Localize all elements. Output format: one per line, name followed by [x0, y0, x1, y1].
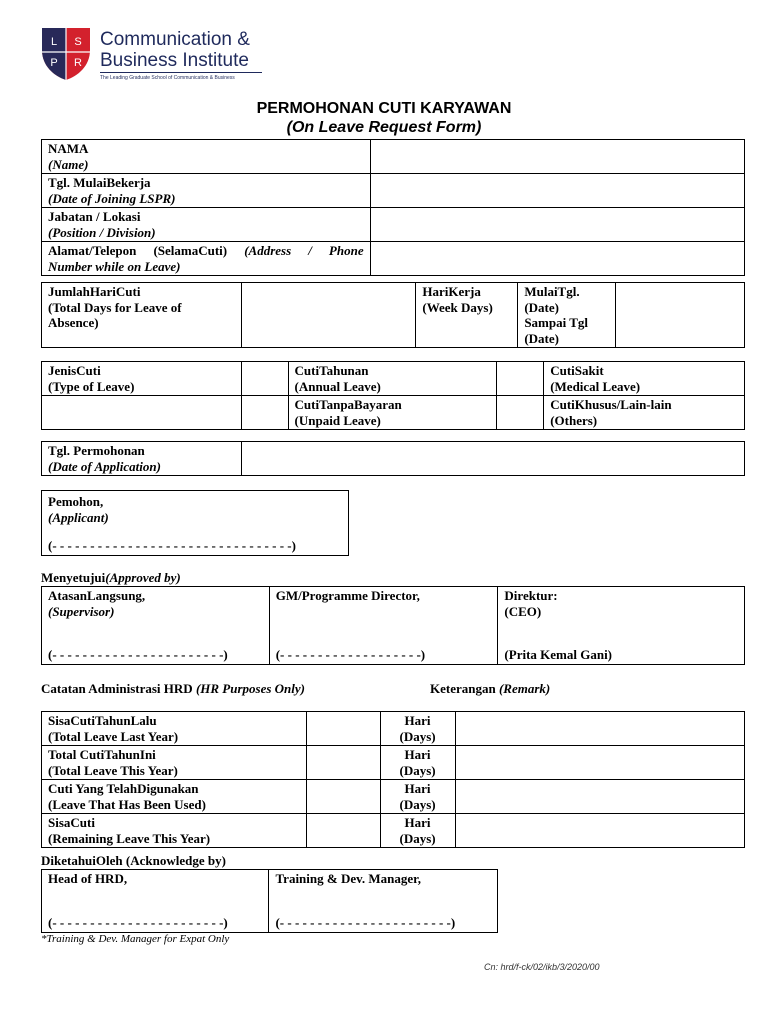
unpaid-leave-label: CutiTanpaBayaran — [294, 397, 402, 412]
leave-type-empty-cell — [42, 396, 242, 430]
leave-type-table — [41, 361, 745, 430]
expat-footnote: *Training & Dev. Manager for Expat Only — [41, 933, 230, 945]
gm-signature-cell[interactable] — [269, 587, 498, 665]
logo-divider — [100, 72, 262, 73]
joining-label-cell — [42, 174, 371, 208]
leave-type-label-cell — [42, 362, 242, 396]
director-label-en: (CEO) — [504, 603, 542, 619]
annual-leave-label: CutiTahunan — [294, 363, 369, 378]
end-date-label: Sampai Tgl — [524, 315, 589, 330]
joining-input-cell[interactable] — [370, 174, 744, 208]
applicant-signature-cell[interactable] — [42, 491, 349, 556]
end-date-label-en: (Date) — [524, 330, 559, 346]
application-date-label: Tgl. Permohonan — [48, 443, 145, 458]
approval-heading-en: (Approved by) — [105, 570, 181, 585]
form-title-sub: (On Leave Request Form) — [286, 119, 482, 136]
applicant-label: Pemohon, — [48, 494, 104, 509]
leave-remaining-unit-cell — [380, 814, 455, 848]
position-label-en: (Position / Division) — [48, 224, 156, 240]
leave-remaining-label-en: (Remaining Leave This Year) — [48, 830, 211, 846]
unpaid-leave-label-cell — [288, 396, 497, 430]
workdays-label-cell[interactable] — [416, 283, 518, 348]
applicant-box — [41, 490, 349, 556]
supervisor-signature-line: (- - - - - - - - - - - - - - - - - - - - - - -) — [48, 646, 228, 662]
training-manager-label: Training & Dev. Manager, — [275, 871, 421, 886]
institute-tagline: The Leading Graduate School of Communication & Business — [100, 75, 235, 81]
supervisor-label: AtasanLangsung, — [48, 588, 146, 603]
name-label: NAMA — [48, 141, 89, 156]
leave-this-year-label-en: (Total Leave This Year) — [48, 762, 178, 778]
table-row — [42, 746, 745, 780]
application-date-input-cell[interactable] — [241, 442, 744, 476]
leave-remaining-unit: Hari — [404, 815, 431, 830]
leave-used-label-cell — [42, 780, 307, 814]
training-manager-signature-line: (- - - - - - - - - - - - - - - - - - - - - - -) — [275, 914, 456, 930]
hrd-heading-en: (HR Purposes Only) — [195, 681, 305, 696]
date-range-label-cell — [518, 283, 616, 348]
form-title — [0, 99, 768, 137]
leave-duration-table — [41, 282, 745, 348]
sick-leave-checkbox[interactable] — [497, 362, 544, 396]
table-row — [42, 780, 745, 814]
approval-heading-text: Menyetujui — [41, 570, 106, 585]
start-date-label-en: (Date) — [524, 299, 559, 315]
leave-this-year-unit: Hari — [404, 747, 431, 762]
leave-this-year-unit-cell — [380, 746, 455, 780]
leave-last-year-label-en: (Total Leave Last Year) — [48, 728, 179, 744]
gm-signature-line: (- - - - - - - - - - - - - - - - - - -) — [275, 646, 426, 662]
special-leave-label: CutiKhusus/Lain-lain — [550, 397, 672, 412]
leave-this-year-label-cell — [42, 746, 307, 780]
joining-label: Tgl. MulaiBekerja — [48, 175, 151, 190]
name-label-en: (Name) — [48, 156, 89, 172]
total-days-label: JumlahHariCuti — [48, 284, 141, 299]
name-input-cell[interactable] — [370, 140, 744, 174]
leave-used-label: Cuti Yang TelahDigunakan — [48, 781, 199, 796]
leave-this-year-remark-cell[interactable] — [455, 746, 744, 780]
employee-info-table — [41, 139, 745, 276]
institute-name-line2: Business Institute — [100, 50, 249, 71]
table-row — [42, 814, 745, 848]
leave-this-year-input-cell[interactable] — [306, 746, 380, 780]
address-input-cell[interactable] — [370, 242, 744, 276]
workdays-label: HariKerja — [422, 284, 481, 299]
position-input-cell[interactable] — [370, 208, 744, 242]
institute-name-line1: Communication & — [100, 29, 250, 50]
application-date-table — [41, 441, 745, 476]
remark-heading-en: (Remark) — [498, 681, 551, 696]
leave-remaining-unit-en: (Days) — [399, 830, 436, 846]
application-date-label-en: (Date of Application) — [48, 458, 161, 474]
name-label-cell — [42, 140, 371, 174]
workdays-label-en: (Week Days) — [422, 299, 493, 315]
position-label: Jabatan / Lokasi — [48, 209, 141, 224]
acknowledge-heading: DiketahuiOleh (Acknowledge by) — [41, 853, 226, 868]
leave-this-year-unit-en: (Days) — [399, 762, 436, 778]
sick-leave-label-en: (Medical Leave) — [550, 378, 641, 394]
leave-last-year-remark-cell[interactable] — [455, 712, 744, 746]
hrd-head-signature-line: (- - - - - - - - - - - - - - - - - - - - - - -) — [48, 914, 228, 930]
remark-heading — [430, 681, 550, 697]
leave-last-year-unit-cell — [380, 712, 455, 746]
approval-table — [41, 586, 745, 665]
leave-used-label-en: (Leave That Has Been Used) — [48, 796, 206, 812]
total-days-label-en-1: (Total Days for Leave of — [48, 299, 182, 315]
leave-remaining-input-cell[interactable] — [306, 814, 380, 848]
logo-letter-p: P — [50, 57, 58, 69]
leave-used-input-cell[interactable] — [306, 780, 380, 814]
supervisor-signature-cell[interactable] — [42, 587, 270, 665]
institute-name — [100, 29, 250, 71]
address-label-en-2: Number while on Leave) — [48, 258, 181, 274]
leave-type-label-en: (Type of Leave) — [48, 378, 135, 394]
special-leave-label-en: (Others) — [550, 412, 598, 428]
leave-last-year-input-cell[interactable] — [306, 712, 380, 746]
lspr-shield-logo — [40, 26, 92, 82]
address-label-cell — [42, 242, 371, 276]
acknowledge-table — [41, 869, 498, 933]
leave-last-year-unit: Hari — [404, 713, 431, 728]
logo-letter-s: S — [74, 36, 82, 48]
hrd-heading — [41, 681, 305, 697]
unpaid-leave-checkbox[interactable] — [241, 396, 288, 430]
joining-label-en: (Date of Joining LSPR) — [48, 190, 176, 206]
applicant-label-en: (Applicant) — [48, 509, 109, 525]
supervisor-label-en: (Supervisor) — [48, 603, 115, 619]
annual-leave-checkbox[interactable] — [241, 362, 288, 396]
unpaid-leave-label-en: (Unpaid Leave) — [294, 412, 381, 428]
leave-used-unit-en: (Days) — [399, 796, 436, 812]
logo-letter-l: L — [50, 36, 58, 48]
leave-used-unit-cell — [380, 780, 455, 814]
address-label-en-1: (Address / Phone — [244, 243, 364, 258]
hrd-heading-text: Catatan Administrasi HRD — [41, 681, 193, 696]
approval-heading — [41, 570, 181, 586]
address-label: Alamat/Telepon (SelamaCuti) — [48, 243, 228, 258]
hrd-head-label: Head of HRD, — [48, 871, 128, 886]
training-manager-signature-cell[interactable] — [269, 870, 498, 933]
hrd-head-signature-cell[interactable] — [42, 870, 269, 933]
leave-type-label: JenisCuti — [48, 363, 101, 378]
applicant-signature-line: (- - - - - - - - - - - - - - - - - - - - - - - - - - - - - - - -) — [48, 538, 296, 553]
leave-last-year-label: SisaCutiTahunLalu — [48, 713, 157, 728]
total-days-label-cell — [42, 283, 242, 348]
director-signature-cell[interactable] — [498, 587, 745, 665]
document-code: Cn: hrd/f-ck/02/ikb/3/2020/00 — [484, 962, 600, 972]
leave-last-year-label-cell — [42, 712, 307, 746]
leave-remaining-label-cell — [42, 814, 307, 848]
hrd-leave-balance-table — [41, 711, 745, 848]
form-title-main: PERMOHONAN CUTI KARYAWAN — [256, 100, 512, 117]
leave-used-remark-cell[interactable] — [455, 780, 744, 814]
position-label-cell — [42, 208, 371, 242]
sick-leave-label-cell — [544, 362, 745, 396]
special-leave-label-cell — [544, 396, 745, 430]
table-row — [42, 712, 745, 746]
annual-leave-label-cell — [288, 362, 497, 396]
leave-remaining-label: SisaCuti — [48, 815, 95, 830]
logo-letter-r: R — [74, 57, 82, 69]
director-name: (Prita Kemal Gani) — [504, 646, 613, 662]
sick-leave-label: CutiSakit — [550, 363, 604, 378]
remark-heading-text: Keterangan — [430, 681, 496, 696]
director-label: Direktur: — [504, 588, 558, 603]
special-leave-checkbox[interactable] — [497, 396, 544, 430]
total-days-label-en-2: Absence) — [48, 315, 99, 330]
leave-last-year-unit-en: (Days) — [399, 728, 436, 744]
total-days-input-cell[interactable] — [241, 283, 416, 348]
start-date-label: MulaiTgl. — [524, 284, 580, 299]
leave-remaining-remark-cell[interactable] — [455, 814, 744, 848]
application-date-label-cell — [42, 442, 242, 476]
gm-label: GM/Programme Director, — [275, 588, 420, 603]
annual-leave-label-en: (Annual Leave) — [294, 378, 381, 394]
date-range-input-cell[interactable] — [616, 283, 745, 348]
leave-used-unit: Hari — [404, 781, 431, 796]
leave-this-year-label: Total CutiTahunIni — [48, 747, 156, 762]
